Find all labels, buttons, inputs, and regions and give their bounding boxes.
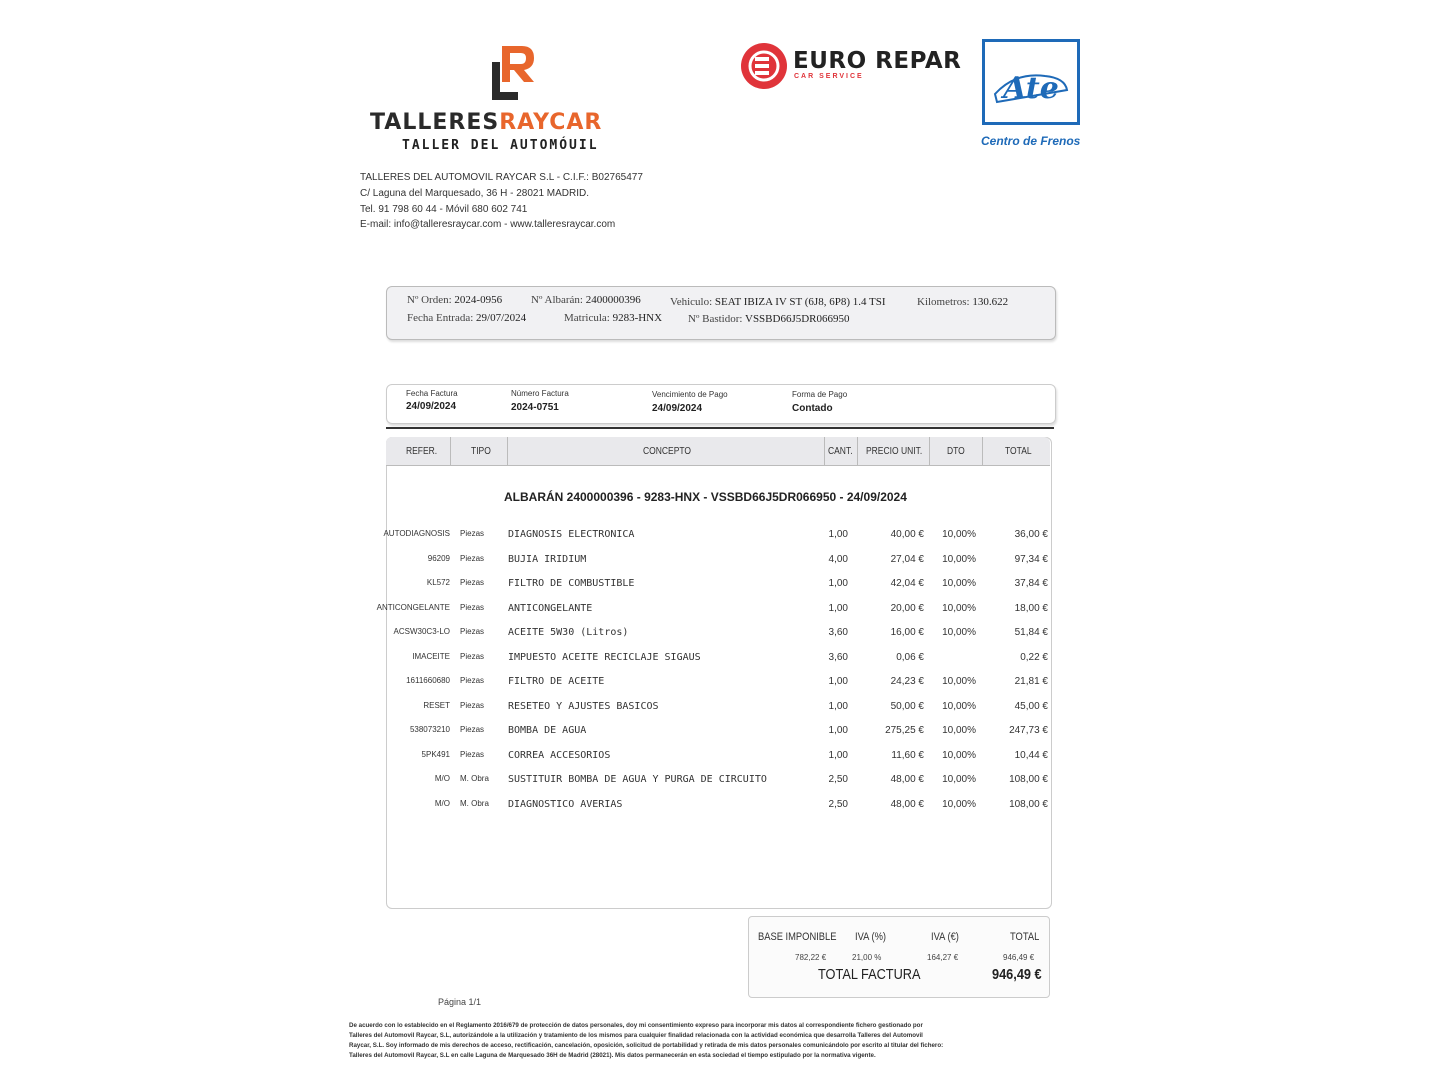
cell-concepto: ANTICONGELANTE: [508, 602, 593, 614]
cell-tipo: Piezas: [460, 627, 485, 636]
cell-cant: 1,00: [828, 700, 848, 712]
table-row: [386, 578, 1050, 596]
raycar-name-a: TALLERES: [370, 110, 500, 135]
cell-dto: 10,00%: [942, 774, 976, 785]
table-row: [386, 676, 1050, 694]
ate-logo-icon: [982, 39, 1080, 125]
cell-concepto: FILTRO DE COMBUSTIBLE: [508, 578, 635, 589]
cell-concepto: BUJIA IRIDIUM: [508, 553, 587, 565]
payment-method-label: Forma de Pago: [792, 390, 848, 399]
iva-amount-value: 164,27 €: [927, 953, 959, 962]
cell-concepto: CORREA ACCESORIOS: [508, 749, 611, 761]
eurorepar-name: EURO REPAR: [793, 48, 962, 74]
cell-dto: 10,00%: [942, 529, 976, 540]
invoice-number: 2024-0751: [511, 402, 559, 413]
cell-dto: 10,00%: [942, 578, 976, 589]
table-row: [386, 652, 1050, 670]
cell-total: 36,00 €: [1014, 529, 1048, 540]
divider: [386, 427, 1054, 429]
cell-dto: 10,00%: [942, 602, 976, 614]
cell-total: 0,22 €: [1020, 651, 1048, 663]
table-row: [386, 799, 1050, 817]
table-row: [383, 529, 1050, 547]
cell-ref: M/O: [434, 798, 450, 808]
cell-cant: 1,00: [828, 529, 848, 540]
cell-total: 21,81 €: [1014, 676, 1048, 687]
cell-concepto: RESETEO Y AJUSTES BASICOS: [508, 700, 659, 712]
base-value: 782,22 €: [795, 953, 827, 962]
header-dto: DTO: [947, 446, 965, 457]
cell-ref: KL572: [426, 578, 450, 587]
cell-precio: 0,06 €: [896, 651, 924, 663]
ate-mark: Ate: [1003, 71, 1059, 106]
cell-precio: 11,60 €: [891, 749, 924, 761]
cell-cant: 3,60: [828, 627, 848, 638]
cell-tipo: Piezas: [460, 749, 485, 759]
iva-amount-label: IVA (€): [931, 931, 959, 943]
company-line-3: Tel. 91 798 60 44 - Móvil 680 602 741: [360, 204, 528, 215]
due-date-label: Vencimiento de Pago: [652, 390, 728, 399]
column-divider: [824, 437, 825, 465]
table-row: [386, 554, 1050, 572]
plate: Matricula: 9283-HNX: [564, 312, 663, 324]
eurorepar-logo-icon: [740, 42, 788, 90]
total-value: 946,49 €: [1003, 953, 1035, 962]
invoice-date: 24/09/2024: [406, 401, 457, 412]
ate-wordmark-icon: [985, 42, 1077, 122]
column-divider: [450, 437, 451, 465]
company-line-4: E-mail: info@talleresraycar.com - www.talleresraycar.com: [360, 219, 616, 230]
table-row: [386, 701, 1050, 719]
cell-tipo: Piezas: [460, 651, 485, 661]
table-row: [376, 602, 1050, 621]
raycar-tagline: TALLER DEL AUTOMÓUIL: [402, 138, 599, 153]
cell-precio: 20,00 €: [890, 602, 924, 614]
cell-ref: 5PK491: [421, 749, 450, 759]
cell-cant: 1,00: [828, 578, 848, 589]
cell-cant: 1,00: [828, 676, 848, 687]
column-divider: [929, 437, 930, 465]
header-ref: REFER.: [406, 446, 438, 457]
cell-concepto: SUSTITUIR BOMBA DE AGUA Y PURGA DE CIRCUITO: [508, 774, 767, 785]
lines-table: [386, 437, 1052, 909]
ate-label: Centro de Frenos: [981, 134, 1081, 148]
cell-total: 108,00 €: [1009, 798, 1048, 810]
cell-dto: 10,00%: [942, 627, 976, 638]
cell-cant: 2,50: [828, 774, 848, 785]
column-divider: [982, 437, 983, 465]
legal-line-1: De acuerdo con lo establecido en el Reglamento 2016/679 de protección de datos personales, doy mi consentimiento expreso para incorporar mis datos al correspondiente fichero gestionado por: [349, 1022, 923, 1029]
cell-tipo: Piezas: [460, 529, 485, 538]
cell-ref: RESET: [423, 700, 450, 710]
cell-cant: 2,50: [828, 798, 848, 810]
invoice-number-label: Número Factura: [511, 389, 569, 398]
cell-ref: AUTODIAGNOSIS: [383, 529, 450, 538]
cell-concepto: DIAGNOSIS ELECTRONICA: [508, 529, 635, 540]
cell-tipo: Piezas: [460, 676, 485, 685]
cell-ref: ACSW30C3-LO: [393, 627, 450, 636]
albaran-number: Nº Albarán: 2400000396: [531, 294, 641, 306]
cell-total: 37,84 €: [1014, 578, 1048, 589]
cell-cant: 1,00: [828, 725, 848, 736]
column-divider: [507, 437, 508, 465]
entry-date: Fecha Entrada: 29/07/2024: [407, 312, 527, 324]
header-cant: CANT.: [828, 446, 853, 457]
due-date: 24/09/2024: [652, 403, 703, 414]
cell-precio: 48,00 €: [890, 798, 924, 810]
cell-precio: 275,25 €: [885, 725, 924, 736]
table-row: [386, 725, 1050, 743]
cell-cant: 1,00: [828, 602, 848, 614]
cell-precio: 50,00 €: [890, 700, 924, 712]
cell-concepto: BOMBA DE AGUA: [508, 725, 587, 736]
cell-dto: 10,00%: [942, 749, 976, 761]
cell-tipo: M. Obra: [460, 798, 489, 808]
albaran-line: ALBARÁN 2400000396 - 9283-HNX - VSSBD66J5DR066950 - 24/09/2024: [504, 490, 907, 504]
company-line-2: C/ Laguna del Marquesado, 36 H - 28021 MADRID.: [360, 188, 590, 199]
legal-line-4: Talleres del Automovil Raycar, S.L en calle Laguna de Marquesado 36H de Madrid (28021). Mis datos permanecerán en esta sociedad el tiempo estipulado por la normativa vigente.: [349, 1052, 876, 1059]
vehicle: Vehiculo: SEAT IBIZA IV ST (6J8, 6P8) 1.4 TSI: [670, 296, 886, 308]
cell-total: 45,00 €: [1014, 700, 1048, 712]
cell-dto: 10,00%: [942, 676, 976, 687]
header-precio: PRECIO UNIT.: [866, 446, 923, 457]
order-number: Nº Orden: 2024-0956: [407, 294, 503, 306]
cell-dto: 10,00%: [942, 725, 976, 736]
cell-ref: 538073210: [409, 725, 450, 734]
legal-line-3: Raycar, S.L. Soy informado de mis derechos de acceso, rectificación, cancelación, oposición, solicitud de portabilidad y retirada de mis datos personales comunicándolo por escrito al titular del fichero:: [349, 1042, 944, 1049]
cell-tipo: Piezas: [460, 700, 485, 710]
cell-tipo: Piezas: [460, 578, 485, 587]
cell-tipo: Piezas: [460, 553, 485, 563]
iva-percent-label: IVA (%): [855, 931, 887, 943]
cell-total: 108,00 €: [1009, 774, 1048, 785]
cell-precio: 42,04 €: [890, 578, 924, 589]
header-concepto: CONCEPTO: [643, 446, 692, 457]
payment-method: Contado: [792, 403, 833, 414]
table-row: [386, 627, 1050, 645]
cell-tipo: M. Obra: [460, 774, 489, 783]
eurorepar-subtitle: CAR SERVICE: [794, 73, 864, 80]
cell-total: 51,84 €: [1014, 627, 1048, 638]
kilometers: Kilometros: 130.622: [917, 296, 1009, 308]
base-label: BASE IMPONIBLE: [758, 931, 837, 943]
cell-dto: 10,00%: [942, 798, 976, 810]
table-row: [386, 750, 1050, 768]
cell-ref: 1611660680: [406, 676, 450, 685]
cell-concepto: DIAGNOSTICO AVERIAS: [508, 798, 623, 810]
invoice-date-label: Fecha Factura: [406, 389, 458, 398]
cell-precio: 40,00 €: [890, 529, 924, 540]
cell-precio: 48,00 €: [890, 774, 924, 785]
total-label: TOTAL: [1010, 931, 1040, 943]
company-line-1: TALLERES DEL AUTOMOVIL RAYCAR S.L - C.I.F.: B02765477: [360, 172, 643, 183]
cell-cant: 3,60: [828, 651, 848, 663]
cell-cant: 4,00: [828, 553, 848, 565]
table-row: [386, 774, 1050, 792]
cell-total: 97,34 €: [1014, 553, 1048, 565]
cell-ref: 96209: [427, 553, 450, 563]
header-tipo: TIPO: [471, 446, 491, 457]
cell-ref: IMACEITE: [412, 651, 450, 661]
cell-precio: 16,00 €: [890, 627, 924, 638]
cell-total: 10,44 €: [1014, 749, 1048, 761]
column-divider: [857, 437, 858, 465]
cell-total: 247,73 €: [1009, 725, 1048, 736]
cell-cant: 1,00: [828, 749, 848, 761]
cell-concepto: IMPUESTO ACEITE RECICLAJE SIGAUS: [508, 651, 701, 663]
invoice-total-label: TOTAL FACTURA: [818, 966, 921, 983]
iva-percent-value: 21,00 %: [852, 953, 882, 962]
cell-precio: 24,23 €: [890, 676, 924, 687]
cell-ref: ANTICONGELANTE: [376, 602, 450, 612]
cell-ref: M/O: [434, 774, 450, 783]
header-total: TOTAL: [1005, 446, 1032, 457]
chassis: Nº Bastidor: VSSBD66J5DR066950: [688, 313, 850, 325]
cell-concepto: ACEITE 5W30 (Litros): [508, 627, 629, 638]
raycar-logo-text: [370, 110, 602, 135]
cell-tipo: Piezas: [460, 602, 485, 612]
raycar-logo-icon: [488, 42, 538, 102]
invoice-total-value: 946,49 €: [992, 966, 1042, 983]
cell-dto: 10,00%: [942, 553, 976, 565]
cell-precio: 27,04 €: [890, 553, 924, 565]
page-number: Página 1/1: [438, 997, 482, 1007]
cell-dto: 10,00%: [942, 700, 976, 712]
cell-concepto: FILTRO DE ACEITE: [508, 676, 605, 687]
cell-total: 18,00 €: [1014, 602, 1048, 614]
legal-line-2: Talleres del Automovil Raycar, S.L, autorizándole a la utilización y tratamiento de los mismos para cualquier finalidad relacionada con la actividad económica que desarrolla Talleres del Automovil: [349, 1032, 923, 1039]
raycar-name-b: RAYCAR: [499, 110, 603, 135]
cell-tipo: Piezas: [460, 725, 485, 734]
